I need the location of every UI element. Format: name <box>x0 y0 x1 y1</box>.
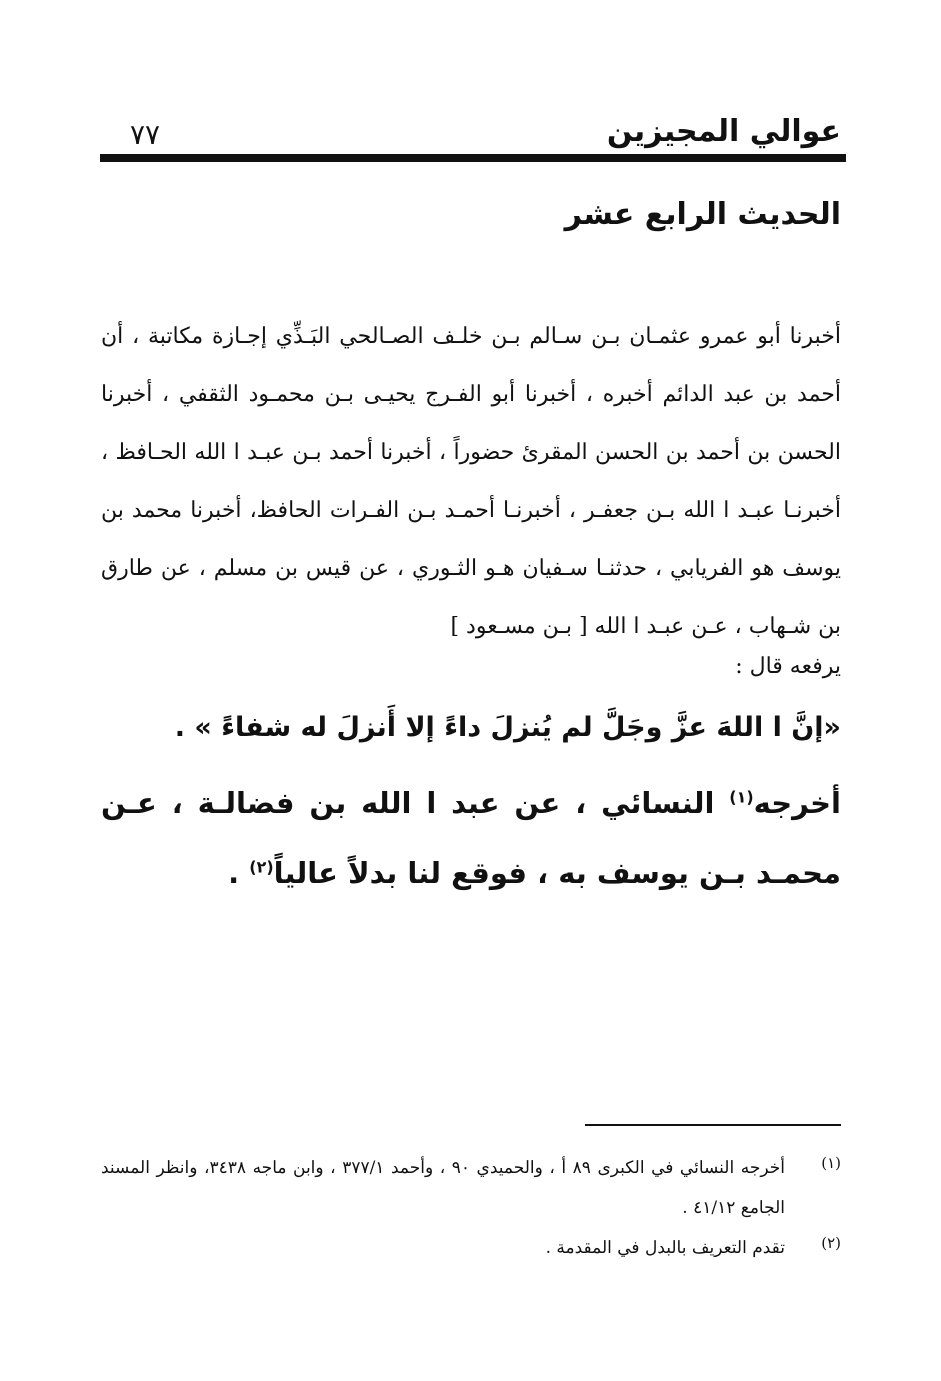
footnote-marker: (١) <box>821 1154 841 1172</box>
takhrij-paragraph <box>101 768 841 908</box>
takhrij-part-1: أخرجه <box>753 786 841 820</box>
footnotes <box>101 1148 841 1268</box>
footnote-separator <box>585 1124 841 1126</box>
footnote-reference-2[interactable]: (٢) <box>249 857 274 877</box>
footnote-text: أخرجه النسائي في الكبرى ٨٩ أ ، والحميدي ٩٠ ، وأحمد ٣٧٧/١ ، وابن ماجه ٣٤٣٨، وانظر المسند الجامع ٤١/١٢ . <box>101 1158 785 1218</box>
footnote-reference-1[interactable]: (١) <box>729 787 754 807</box>
takhrij-part-2: النسائي ، عن عبد ا الله بن فضالـة ، عـن محمـد بـن يوسف به ، فوقع لنا بدلاً عالياً <box>101 786 841 890</box>
page-number: ٧٧ <box>130 118 161 151</box>
header-rule <box>100 154 846 162</box>
isnad-paragraph: أخبرنا أبو عمرو عثمـان بـن سـالم بـن خلـف الصـالحي البَـذِّي إجـازة مكاتبة ، أن أحمد بن عبد الدائم أخبره ، أخبرنا أبو الفـرج يحيـى بـن محمـود الثقفي ، أخبرنا الحسن بن أحمد بن الحسن المقرئ حضوراً ، أخبرنا أحمد بـن عبـد ا الله الحـافظ ، أخبرنـا عبـد ا الله بـن جعفـر ، أخبرنـا أحمـد بـن الفـرات الحافظ، أخبرنا محمد بن يوسف هو الفريابي ، حدثنـا سـفيان هـو الثـوري ، عن قيس بن مسلم ، عن طارق بن شـهاب ، عـن عبـد ا الله [ بـن مسـعود ] <box>101 324 841 639</box>
footnote-2 <box>101 1228 841 1268</box>
footnote-text: تقدم التعريف بالبدل في المقدمة . <box>545 1238 785 1258</box>
isnad-lead: يرفعه قال : <box>735 654 841 679</box>
footnote-marker: (٢) <box>821 1234 841 1252</box>
running-title: عوالي المجيزين <box>606 114 841 149</box>
takhrij-part-3: . <box>228 856 250 890</box>
hadith-text: «إنَّ ا اللهَ عزَّ وجَلَّ لم يُنزلَ داءً إلا أَنزلَ له شفاءً » . <box>174 712 841 743</box>
footnote-1 <box>101 1148 841 1228</box>
section-title: الحديث الرابع عشر <box>564 197 841 232</box>
